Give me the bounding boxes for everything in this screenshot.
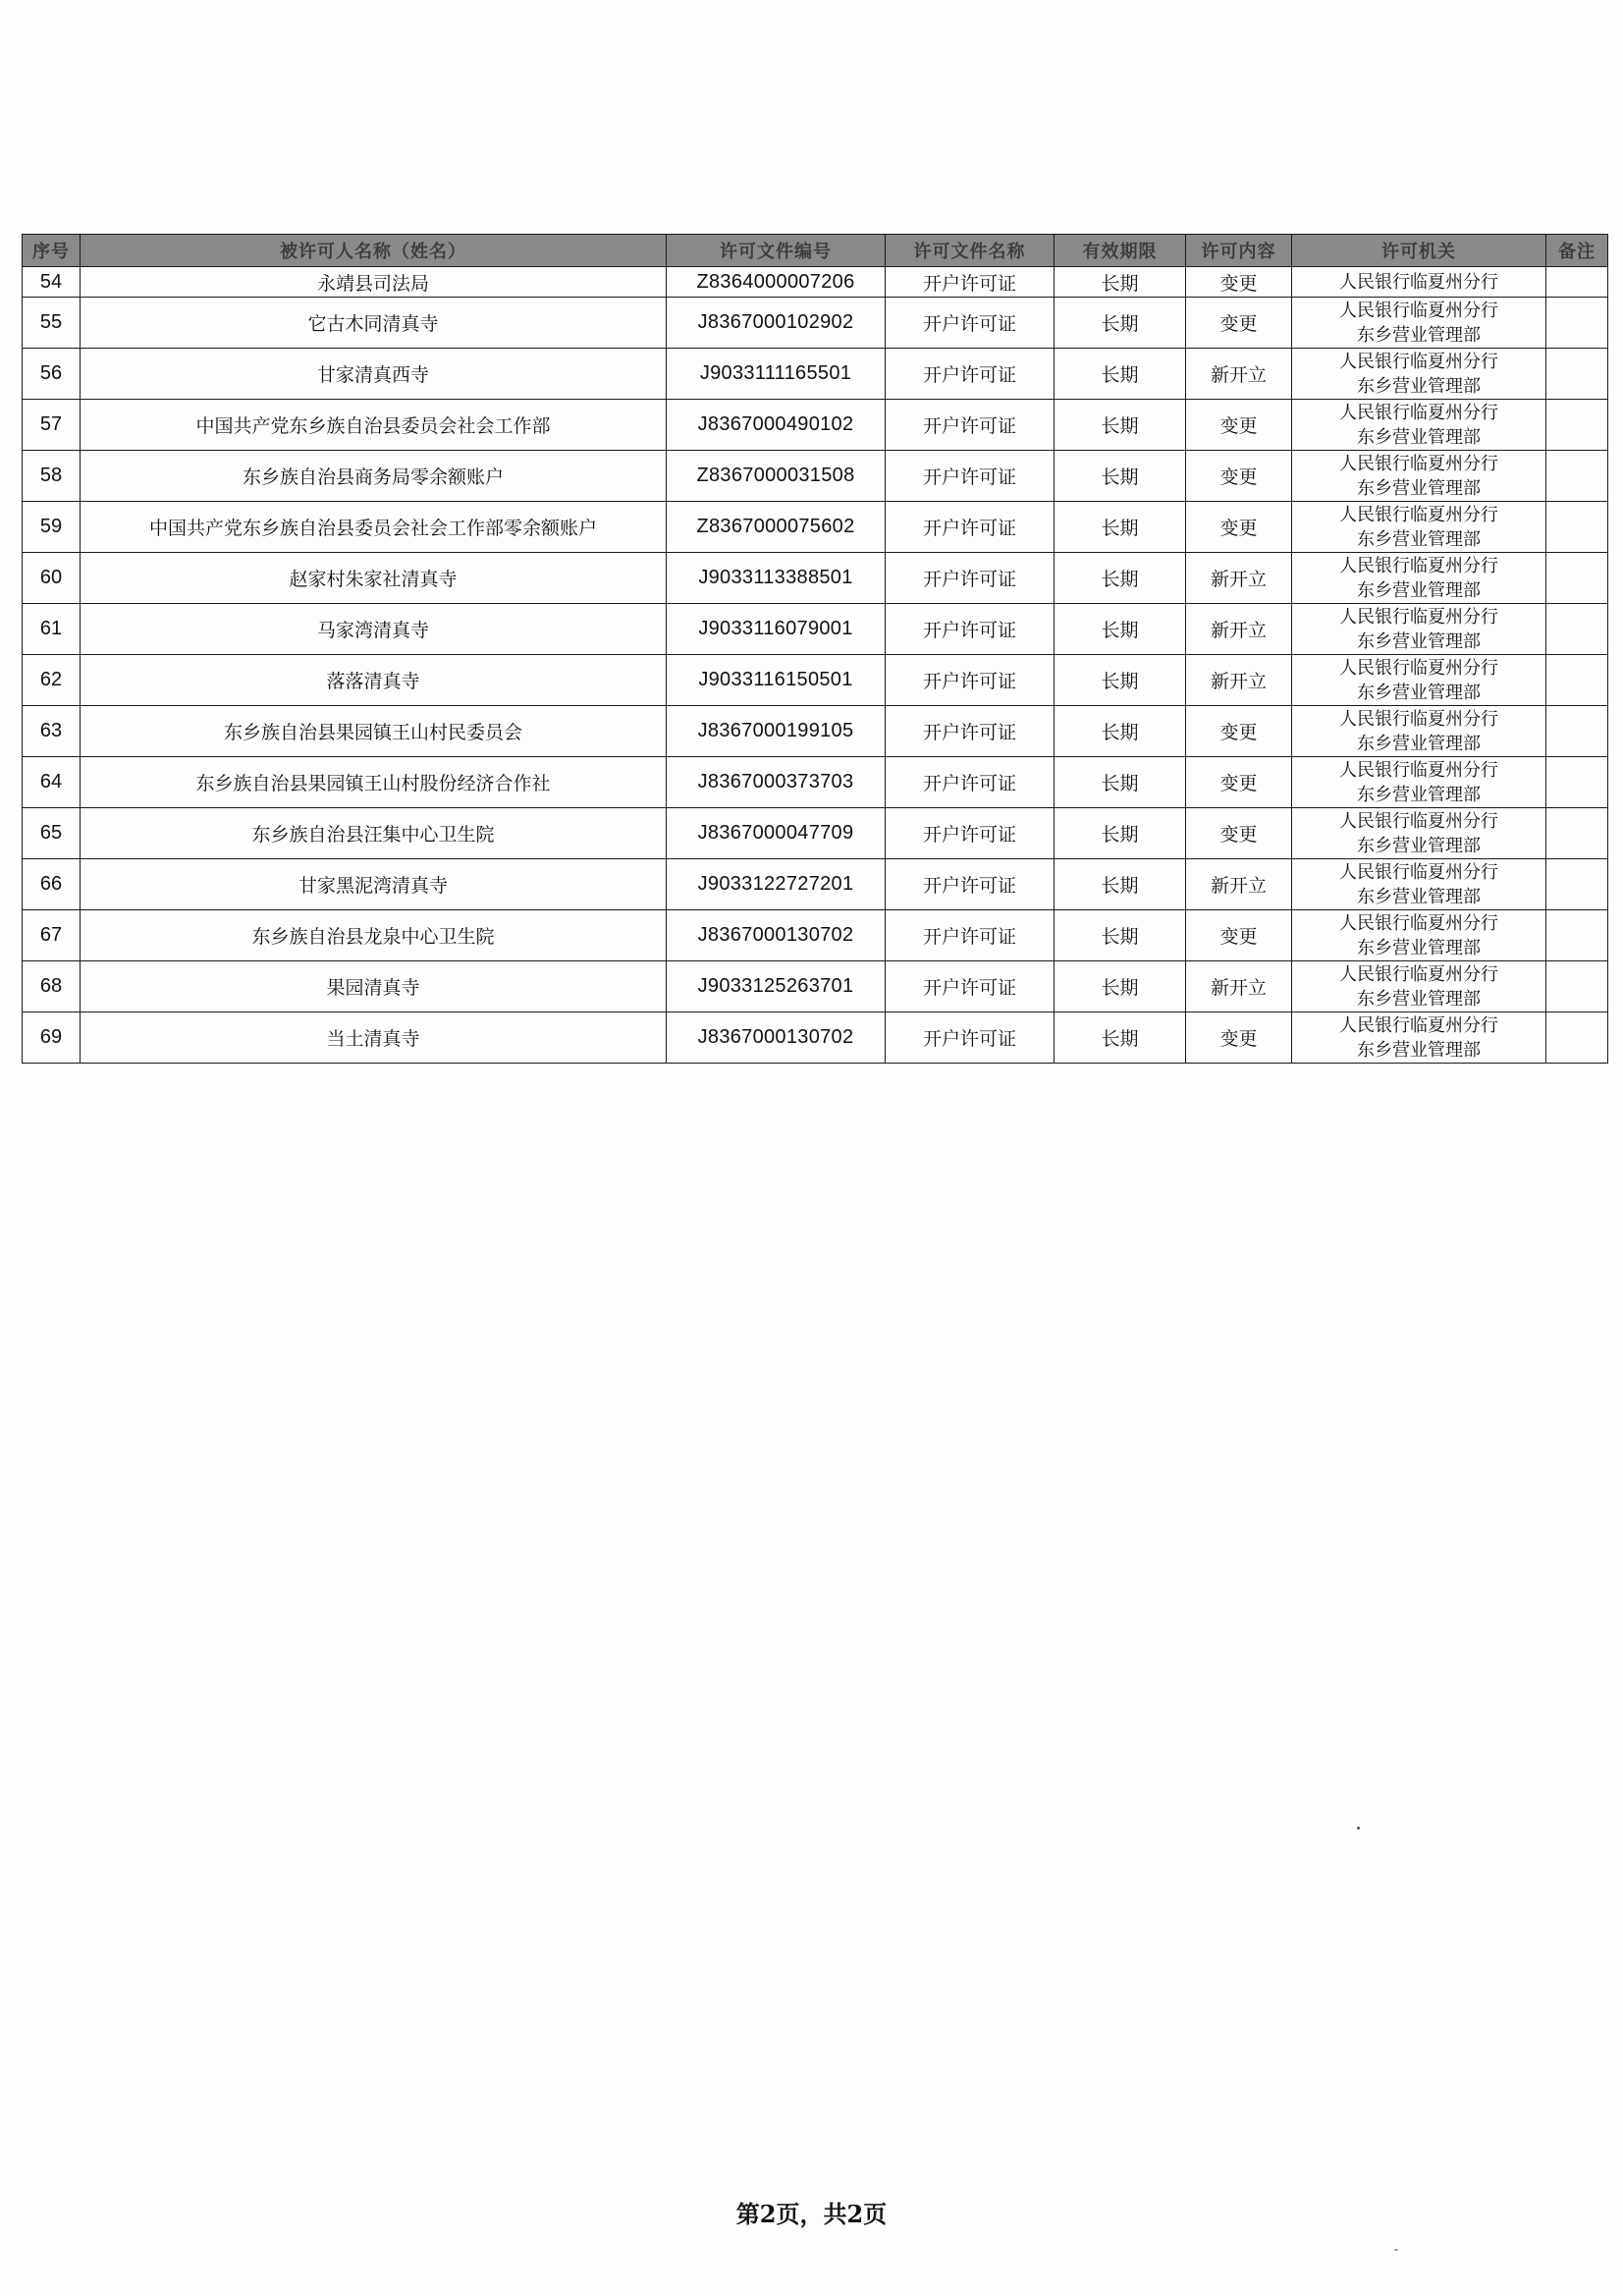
- cell-content: 变更: [1186, 298, 1292, 349]
- cell-doc: 开户许可证: [886, 451, 1055, 502]
- table-header-row: [23, 235, 1608, 267]
- cell-content: 新开立: [1186, 655, 1292, 706]
- cell-no: 57: [23, 400, 81, 451]
- cell-no: 63: [23, 706, 81, 757]
- org-line-1: 人民银行临夏州分行: [1339, 351, 1498, 372]
- cell-number: J8367000102902: [667, 298, 886, 349]
- cell-doc: 开户许可证: [886, 961, 1055, 1012]
- org-line-2: 东乡营业管理部: [1357, 630, 1481, 652]
- cell-org: [1292, 961, 1546, 1012]
- cell-validity: 长期: [1055, 553, 1186, 604]
- org-line-1: 人民银行临夏州分行: [1339, 504, 1498, 525]
- cell-content: 变更: [1186, 451, 1292, 502]
- org-line-2: 东乡营业管理部: [1357, 1039, 1481, 1061]
- cell-validity: 长期: [1055, 757, 1186, 808]
- table-body: [23, 267, 1608, 1064]
- cell-name: 甘家清真西寺: [81, 349, 667, 400]
- cell-note: [1546, 267, 1608, 298]
- cell-org: [1292, 349, 1546, 400]
- cell-no: 64: [23, 757, 81, 808]
- header-org: 许可机关: [1292, 235, 1546, 267]
- table-row: [23, 400, 1608, 451]
- cell-note: [1546, 400, 1608, 451]
- cell-org: [1292, 808, 1546, 859]
- cell-name: 东乡族自治县汪集中心卫生院: [81, 808, 667, 859]
- cell-note: [1546, 502, 1608, 553]
- table-row: [23, 604, 1608, 655]
- cell-doc: 开户许可证: [886, 349, 1055, 400]
- cell-note: [1546, 859, 1608, 910]
- header-no: 序号: [23, 235, 81, 267]
- org-line-2: 东乡营业管理部: [1357, 426, 1481, 448]
- cell-content: 新开立: [1186, 604, 1292, 655]
- cell-org: [1292, 859, 1546, 910]
- cell-validity: 长期: [1055, 706, 1186, 757]
- cell-validity: 长期: [1055, 604, 1186, 655]
- cell-content: 变更: [1186, 757, 1292, 808]
- cell-org: [1292, 757, 1546, 808]
- cell-note: [1546, 757, 1608, 808]
- cell-content: 变更: [1186, 502, 1292, 553]
- cell-number: J8367000199105: [667, 706, 886, 757]
- cell-validity: 长期: [1055, 267, 1186, 298]
- cell-doc: 开户许可证: [886, 298, 1055, 349]
- cell-number: J9033125263701: [667, 961, 886, 1012]
- cell-content: 变更: [1186, 267, 1292, 298]
- header-doc: 许可文件名称: [886, 235, 1055, 267]
- cell-number: J9033116150501: [667, 655, 886, 706]
- cell-no: 66: [23, 859, 81, 910]
- org-line-2: 东乡营业管理部: [1357, 733, 1481, 754]
- header-note: 备注: [1546, 235, 1608, 267]
- cell-doc: 开户许可证: [886, 400, 1055, 451]
- table-row: [23, 267, 1608, 298]
- cell-doc: 开户许可证: [886, 502, 1055, 553]
- table-row: [23, 451, 1608, 502]
- cell-validity: 长期: [1055, 859, 1186, 910]
- cell-no: 68: [23, 961, 81, 1012]
- scan-speck: [1357, 1827, 1360, 1830]
- cell-org: [1292, 451, 1546, 502]
- cell-number: J8367000373703: [667, 757, 886, 808]
- cell-note: [1546, 349, 1608, 400]
- cell-org: [1292, 502, 1546, 553]
- table-row: [23, 1012, 1608, 1064]
- cell-validity: 长期: [1055, 349, 1186, 400]
- cell-number: J9033116079001: [667, 604, 886, 655]
- org-line-1: 人民银行临夏州分行: [1339, 810, 1498, 832]
- cell-validity: 长期: [1055, 451, 1186, 502]
- cell-validity: 长期: [1055, 400, 1186, 451]
- cell-name: 落落清真寺: [81, 655, 667, 706]
- cell-doc: 开户许可证: [886, 757, 1055, 808]
- cell-validity: 长期: [1055, 655, 1186, 706]
- cell-org: [1292, 267, 1546, 298]
- page-number: 第2页，共2页: [735, 2200, 888, 2228]
- cell-note: [1546, 298, 1608, 349]
- cell-no: 65: [23, 808, 81, 859]
- cell-doc: 开户许可证: [886, 604, 1055, 655]
- cell-name: 马家湾清真寺: [81, 604, 667, 655]
- table-row: [23, 298, 1608, 349]
- org-line-1: 人民银行临夏州分行: [1339, 1014, 1498, 1036]
- cell-no: 67: [23, 910, 81, 961]
- cell-note: [1546, 1012, 1608, 1064]
- org-line-1: 人民银行临夏州分行: [1339, 402, 1498, 423]
- table-row: [23, 706, 1608, 757]
- cell-validity: 长期: [1055, 1012, 1186, 1064]
- scan-speck: [1394, 2249, 1398, 2251]
- org-line-2: 东乡营业管理部: [1357, 937, 1481, 958]
- cell-doc: 开户许可证: [886, 706, 1055, 757]
- cell-validity: 长期: [1055, 808, 1186, 859]
- cell-note: [1546, 553, 1608, 604]
- cell-no: 54: [23, 267, 81, 298]
- cell-number: Z8367000075602: [667, 502, 886, 553]
- cell-note: [1546, 451, 1608, 502]
- cell-note: [1546, 706, 1608, 757]
- cell-note: [1546, 808, 1608, 859]
- cell-doc: 开户许可证: [886, 655, 1055, 706]
- cell-no: 61: [23, 604, 81, 655]
- cell-number: Z8367000031508: [667, 451, 886, 502]
- cell-number: J8367000130702: [667, 910, 886, 961]
- cell-validity: 长期: [1055, 502, 1186, 553]
- cell-no: 56: [23, 349, 81, 400]
- table-row: [23, 349, 1608, 400]
- table-row: [23, 910, 1608, 961]
- cell-number: J9033122727201: [667, 859, 886, 910]
- cell-number: J9033113388501: [667, 553, 886, 604]
- cell-content: 变更: [1186, 808, 1292, 859]
- cell-content: 变更: [1186, 1012, 1292, 1064]
- cell-content: 新开立: [1186, 349, 1292, 400]
- cell-content: 新开立: [1186, 859, 1292, 910]
- cell-content: 变更: [1186, 910, 1292, 961]
- cell-name: 中国共产党东乡族自治县委员会社会工作部零余额账户: [81, 502, 667, 553]
- org-line-2: 东乡营业管理部: [1357, 784, 1481, 805]
- cell-name: 永靖县司法局: [81, 267, 667, 298]
- cell-doc: 开户许可证: [886, 910, 1055, 961]
- org-line-2: 东乡营业管理部: [1357, 988, 1481, 1010]
- cell-doc: 开户许可证: [886, 553, 1055, 604]
- org-line-2: 东乡营业管理部: [1357, 375, 1481, 397]
- cell-note: [1546, 655, 1608, 706]
- org-line-1: 人民银行临夏州分行: [1339, 708, 1498, 730]
- cell-no: 69: [23, 1012, 81, 1064]
- org-line-2: 东乡营业管理部: [1357, 477, 1481, 499]
- cell-content: 新开立: [1186, 553, 1292, 604]
- org-line-1: 人民银行临夏州分行: [1339, 759, 1498, 781]
- org-line-1: 人民银行临夏州分行: [1339, 657, 1498, 679]
- cell-number: J9033111165501: [667, 349, 886, 400]
- cell-org: [1292, 706, 1546, 757]
- cell-doc: 开户许可证: [886, 859, 1055, 910]
- cell-number: J8367000130702: [667, 1012, 886, 1064]
- table-row: [23, 961, 1608, 1012]
- org-line-2: 东乡营业管理部: [1357, 886, 1481, 907]
- cell-org: [1292, 553, 1546, 604]
- org-line-1: 人民银行临夏州分行: [1339, 606, 1498, 628]
- header-number: 许可文件编号: [667, 235, 886, 267]
- cell-no: 62: [23, 655, 81, 706]
- org-line-2: 东乡营业管理部: [1357, 579, 1481, 601]
- org-line-2: 东乡营业管理部: [1357, 324, 1481, 346]
- cell-name: 果园清真寺: [81, 961, 667, 1012]
- cell-name: 当土清真寺: [81, 1012, 667, 1064]
- cell-org: [1292, 655, 1546, 706]
- header-validity: 有效期限: [1055, 235, 1186, 267]
- cell-content: 变更: [1186, 400, 1292, 451]
- cell-org: [1292, 910, 1546, 961]
- cell-name: 它古木同清真寺: [81, 298, 667, 349]
- cell-validity: 长期: [1055, 910, 1186, 961]
- cell-no: 59: [23, 502, 81, 553]
- cell-number: J8367000490102: [667, 400, 886, 451]
- cell-name: 东乡族自治县果园镇王山村民委员会: [81, 706, 667, 757]
- cell-org: [1292, 298, 1546, 349]
- org-line-1: 人民银行临夏州分行: [1339, 912, 1498, 934]
- org-line-1: 人民银行临夏州分行: [1339, 861, 1498, 883]
- header-content: 许可内容: [1186, 235, 1292, 267]
- cell-content: 新开立: [1186, 961, 1292, 1012]
- cell-number: J8367000047709: [667, 808, 886, 859]
- cell-doc: 开户许可证: [886, 267, 1055, 298]
- cell-validity: 长期: [1055, 961, 1186, 1012]
- cell-content: 变更: [1186, 706, 1292, 757]
- cell-org: [1292, 604, 1546, 655]
- header-name: 被许可人名称（姓名）: [81, 235, 667, 267]
- table-row: [23, 502, 1608, 553]
- cell-no: 58: [23, 451, 81, 502]
- cell-doc: 开户许可证: [886, 808, 1055, 859]
- cell-doc: 开户许可证: [886, 1012, 1055, 1064]
- cell-no: 55: [23, 298, 81, 349]
- table-row: [23, 808, 1608, 859]
- org-line-2: 东乡营业管理部: [1357, 682, 1481, 703]
- cell-note: [1546, 961, 1608, 1012]
- permit-table: [22, 234, 1608, 1064]
- cell-validity: 长期: [1055, 298, 1186, 349]
- cell-note: [1546, 604, 1608, 655]
- cell-name: 中国共产党东乡族自治县委员会社会工作部: [81, 400, 667, 451]
- org-line-2: 东乡营业管理部: [1357, 835, 1481, 856]
- cell-note: [1546, 910, 1608, 961]
- cell-name: 东乡族自治县商务局零余额账户: [81, 451, 667, 502]
- org-line-1: 人民银行临夏州分行: [1339, 300, 1498, 321]
- table-row: [23, 859, 1608, 910]
- cell-name: 东乡族自治县龙泉中心卫生院: [81, 910, 667, 961]
- table-row: [23, 757, 1608, 808]
- table-row: [23, 553, 1608, 604]
- cell-name: 东乡族自治县果园镇王山村股份经济合作社: [81, 757, 667, 808]
- cell-org: [1292, 400, 1546, 451]
- cell-name: 赵家村朱家社清真寺: [81, 553, 667, 604]
- org-line-1: 人民银行临夏州分行: [1339, 453, 1498, 474]
- org-line-1: 人民银行临夏州分行: [1339, 963, 1498, 985]
- cell-no: 60: [23, 553, 81, 604]
- cell-name: 甘家黑泥湾清真寺: [81, 859, 667, 910]
- org-line-1: 人民银行临夏州分行: [1339, 271, 1498, 293]
- org-line-2: 东乡营业管理部: [1357, 528, 1481, 550]
- cell-number: Z8364000007206: [667, 267, 886, 298]
- cell-org: [1292, 1012, 1546, 1064]
- table-row: [23, 655, 1608, 706]
- org-line-1: 人民银行临夏州分行: [1339, 555, 1498, 576]
